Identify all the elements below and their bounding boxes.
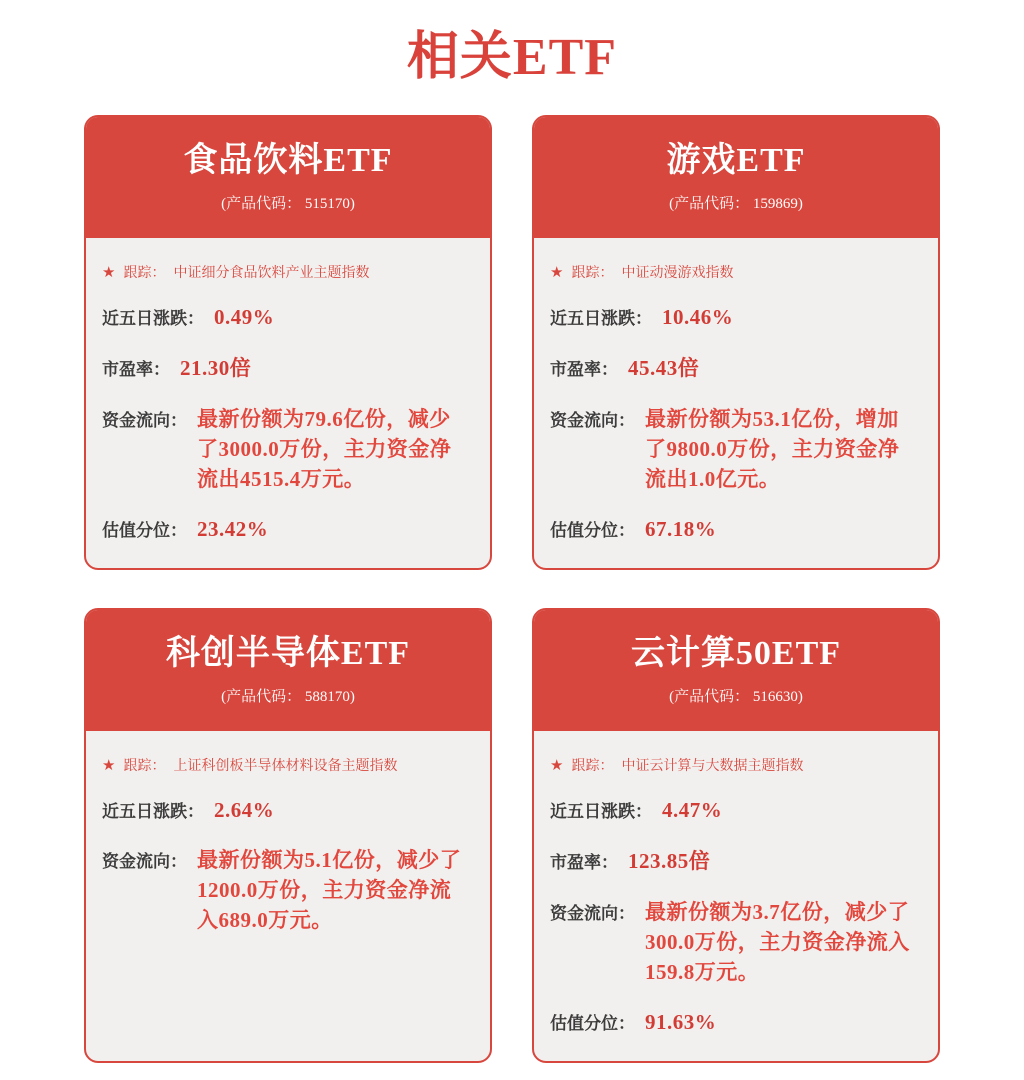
stat-label: 资金流向： — [102, 411, 187, 430]
card-body — [86, 731, 490, 935]
stat-label: 资金流向： — [102, 852, 187, 871]
stat-value: 最新份额为5.1亿份，减少了1200.0万份，主力资金净流入689.0万元。 — [197, 848, 462, 932]
stat-value: 23.42% — [197, 517, 269, 541]
stat-value: 67.18% — [645, 517, 717, 541]
stat-value: 10.46% — [662, 305, 734, 329]
etf-card-grid — [0, 115, 1024, 1063]
stat-value: 4.47% — [662, 798, 723, 822]
etf-name: 云计算50ETF — [630, 634, 842, 672]
star-icon: ★ — [102, 263, 116, 281]
card-body — [534, 238, 938, 542]
page-title: 相关ETF — [406, 29, 618, 86]
card-body — [86, 238, 490, 542]
stat-row-pe-ratio — [550, 352, 920, 382]
stat-row-fund-flow — [550, 897, 920, 987]
stat-label: 市盈率： — [550, 360, 618, 379]
card-body — [534, 731, 938, 1035]
tracking-index-name: 中证云计算与大数据主题指数 — [621, 757, 804, 773]
etf-product-code: (产品代码： 588170) — [221, 689, 355, 706]
stat-row-5day-change — [102, 304, 472, 330]
etf-card-food-beverage — [84, 115, 492, 570]
etf-product-code: (产品代码： 515170) — [221, 196, 355, 213]
stat-value: 21.30倍 — [180, 356, 252, 380]
stat-label: 近五日涨跌： — [550, 802, 652, 821]
stat-label: 近五日涨跌： — [102, 802, 204, 821]
etf-name: 游戏ETF — [666, 141, 806, 179]
stat-label: 近五日涨跌： — [550, 309, 652, 328]
stat-row-fund-flow — [102, 404, 472, 494]
stat-label: 资金流向： — [550, 411, 635, 430]
stat-label: 近五日涨跌： — [102, 309, 204, 328]
etf-product-code: (产品代码： 516630) — [669, 689, 803, 706]
stat-value: 0.49% — [214, 305, 275, 329]
stat-label: 估值分位： — [550, 1014, 635, 1033]
stat-label: 估值分位： — [550, 521, 635, 540]
stat-value: 最新份额为53.1亿份，增加了9800.0万份，主力资金净流出1.0亿元。 — [645, 407, 900, 491]
etf-name: 食品饮料ETF — [183, 141, 393, 179]
stat-label: 市盈率： — [550, 853, 618, 872]
stat-row-valuation-percentile — [102, 516, 472, 542]
stat-value: 2.64% — [214, 798, 275, 822]
card-header — [534, 117, 938, 238]
stat-label: 资金流向： — [550, 904, 635, 923]
stat-row-5day-change — [102, 797, 472, 823]
tracking-index-name: 中证动漫游戏指数 — [621, 264, 734, 280]
tracking-label: 跟踪： — [571, 264, 614, 280]
etf-product-code: (产品代码： 159869) — [669, 196, 803, 213]
stat-row-pe-ratio — [102, 352, 472, 382]
stat-label: 市盈率： — [102, 360, 170, 379]
tracking-index-name: 中证细分食品饮料产业主题指数 — [173, 264, 370, 280]
stat-value: 45.43倍 — [628, 356, 700, 380]
tracking-index-line — [550, 262, 920, 282]
stat-value: 最新份额为79.6亿份，减少了3000.0万份，主力资金净流出4515.4万元。 — [197, 407, 452, 491]
tracking-index-name: 上证科创板半导体材料设备主题指数 — [173, 757, 398, 773]
stat-row-fund-flow — [102, 845, 472, 935]
tracking-index-line — [550, 755, 920, 775]
tracking-label: 跟踪： — [123, 264, 166, 280]
etf-card-sci-tech-semiconductor — [84, 608, 492, 1063]
card-header — [534, 610, 938, 731]
tracking-label: 跟踪： — [571, 757, 614, 773]
star-icon: ★ — [550, 756, 564, 774]
stat-row-valuation-percentile — [550, 1009, 920, 1035]
card-header — [86, 117, 490, 238]
star-icon: ★ — [102, 756, 116, 774]
stat-row-valuation-percentile — [550, 516, 920, 542]
stat-label: 估值分位： — [102, 521, 187, 540]
etf-card-game — [532, 115, 940, 570]
stat-row-5day-change — [550, 797, 920, 823]
stat-value: 91.63% — [645, 1010, 717, 1034]
stat-row-pe-ratio — [550, 845, 920, 875]
etf-card-cloud-computing-50 — [532, 608, 940, 1063]
stat-row-fund-flow — [550, 404, 920, 494]
etf-name: 科创半导体ETF — [165, 634, 411, 672]
stat-value: 123.85倍 — [628, 849, 711, 873]
stat-row-5day-change — [550, 304, 920, 330]
stat-value: 最新份额为3.7亿份，减少了300.0万份，主力资金净流入159.8万元。 — [645, 900, 910, 984]
tracking-label: 跟踪： — [123, 757, 166, 773]
tracking-index-line — [102, 755, 472, 775]
star-icon: ★ — [550, 263, 564, 281]
tracking-index-line — [102, 262, 472, 282]
card-header — [86, 610, 490, 731]
